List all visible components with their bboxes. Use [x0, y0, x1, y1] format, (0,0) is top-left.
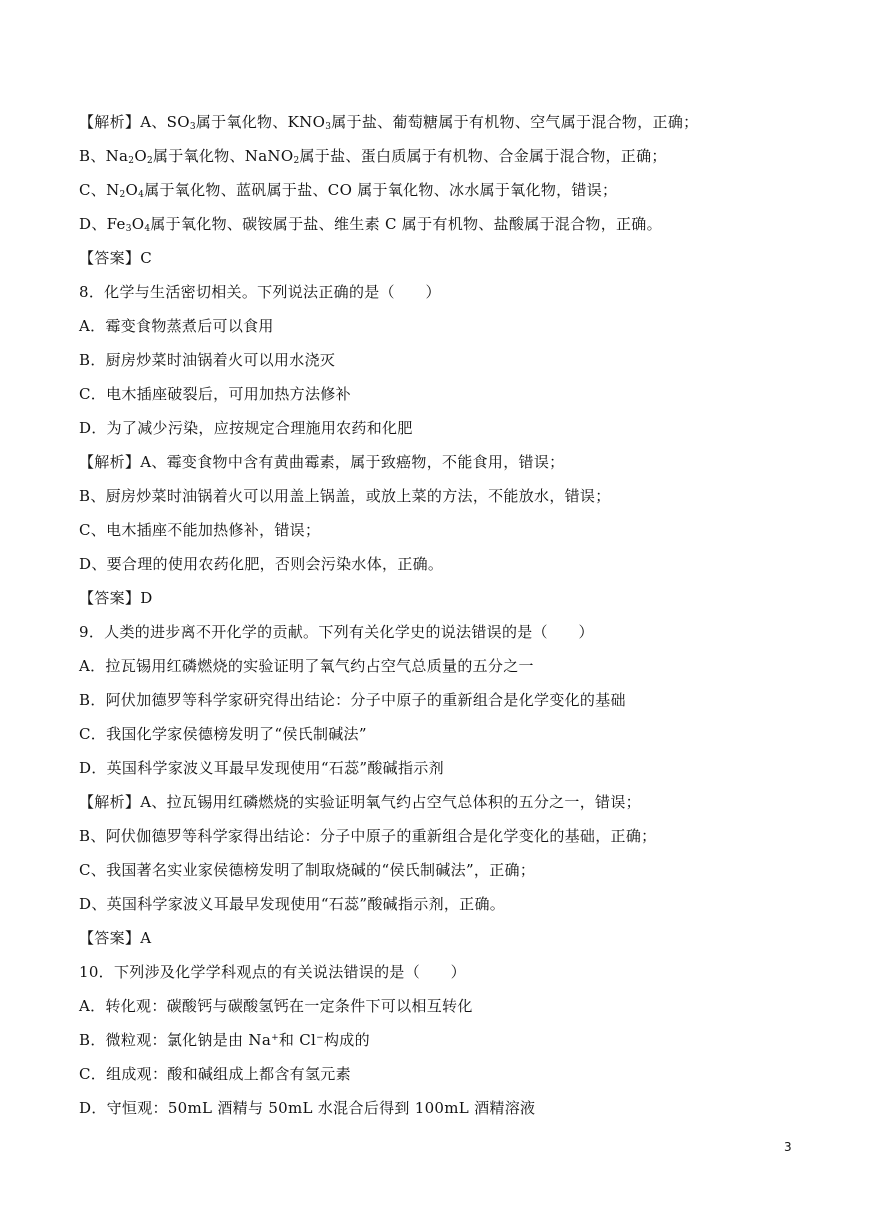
q7-analysis-b: B、$Na_2O_2$属于氧化物、NaNO$_2$属于盐、蛋白质属于有机物、合金属于混合物，正确；	[79, 147, 667, 166]
q9-option-b: B．阿伏加德罗等科学家研究得出结论：分子中原子的重新组合是化学变化的基础	[79, 691, 626, 709]
q9-analysis-c: C、我国著名实业家侯德榜发明了制取烧碱的“侯氏制碱法”，正确；	[79, 861, 536, 879]
q8-analysis-d: D、要合理的使用农药化肥，否则会污染水体，正确。	[79, 555, 444, 573]
q9-analysis-b: B、阿伏伽德罗等科学家得出结论：分子中原子的重新组合是化学变化的基础，正确；	[79, 827, 657, 845]
q8-stem: 8．化学与生活密切相关。下列说法正确的是（ ）	[79, 283, 441, 301]
q8-option-d: D．为了减少污染，应按规定合理施用农药和化肥	[79, 419, 413, 437]
q9-stem: 9．人类的进步离不开化学的贡献。下列有关化学史的说法错误的是（ ）	[79, 623, 594, 641]
q9-option-c: C．我国化学家侯德榜发明了“侯氏制碱法”	[79, 725, 367, 743]
q8-option-b: B．厨房炒菜时油锅着火可以用水浇灭	[79, 351, 336, 369]
page-number: 3	[784, 1140, 792, 1154]
q7-analysis-d: D、$Fe_3O_4$属于氧化物、碳铵属于盐、维生素 C 属于有机物、盐酸属于混合物，正确。	[79, 215, 662, 234]
q8-option-a: A．霉变食物蒸煮后可以食用	[79, 317, 274, 335]
q7-analysis-c: C、$N_2O_4$属于氧化物、蓝矾属于盐、CO 属于氧化物、冰水属于氧化物，错误；	[79, 181, 618, 200]
q10-option-a: A．转化观：碳酸钙与碳酸氢钙在一定条件下可以相互转化	[79, 997, 473, 1015]
q10-option-d: D．守恒观：50mL 酒精与 50mL 水混合后得到 100mL 酒精溶液	[79, 1099, 536, 1117]
q10-stem: 10．下列涉及化学学科观点的有关说法错误的是（ ）	[79, 963, 466, 981]
q10-option-b: B．微粒观：氯化钠是由 Na+和 Cl−构成的	[79, 1031, 370, 1049]
q9-analysis-d: D、英国科学家波义耳最早发现使用“石蕊”酸碱指示剂，正确。	[79, 895, 506, 913]
q8-analysis-c: C、电木插座不能加热修补，错误；	[79, 521, 321, 539]
q9-answer: 【答案】A	[79, 929, 152, 947]
q7-analysis-a: 【解析】A、$SO_3$属于氧化物、$KNO_3$属于盐、葡萄糖属于有机物、空气属于混合物，正确；	[79, 113, 699, 132]
q9-option-d: D．英国科学家波义耳最早发现使用“石蕊”酸碱指示剂	[79, 759, 444, 777]
q9-option-a: A．拉瓦锡用红磷燃烧的实验证明了氧气约占空气总质量的五分之一	[79, 657, 534, 675]
q8-analysis-a: 【解析】A、霉变食物中含有黄曲霉素，属于致癌物，不能食用，错误；	[79, 453, 565, 471]
q9-analysis-a: 【解析】A、拉瓦锡用红磷燃烧的实验证明氧气约占空气总体积的五分之一，错误；	[79, 793, 641, 811]
q8-answer: 【答案】D	[79, 589, 153, 607]
q8-option-c: C．电木插座破裂后，可用加热方法修补	[79, 385, 351, 403]
q7-answer: 【答案】C	[79, 249, 152, 267]
q10-option-c: C．组成观：酸和碱组成上都含有氢元素	[79, 1065, 351, 1083]
q8-analysis-b: B、厨房炒菜时油锅着火可以用盖上锅盖，或放上菜的方法，不能放水，错误；	[79, 487, 611, 505]
